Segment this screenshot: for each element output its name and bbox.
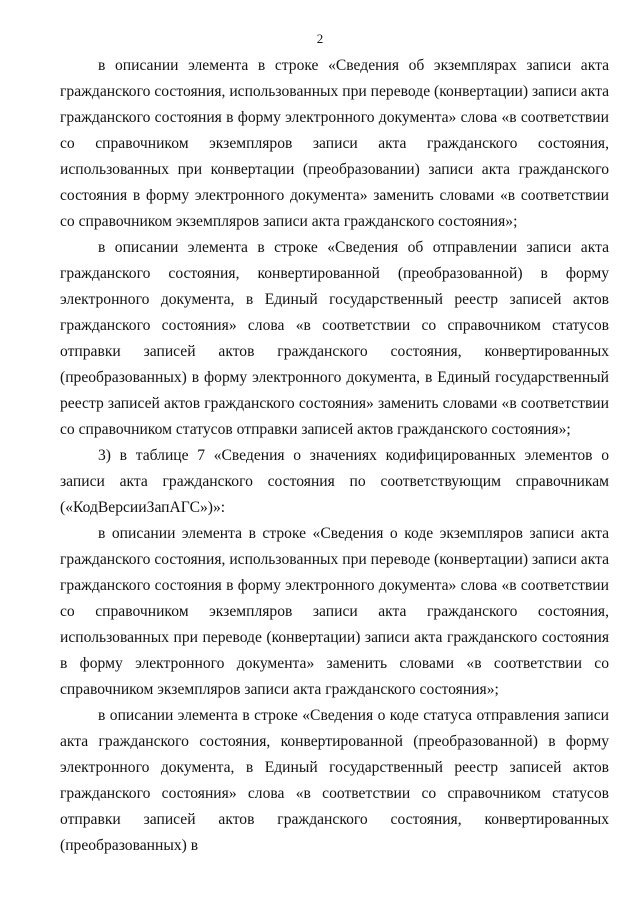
document-body [60, 53, 609, 859]
paragraph-status-code: в описании элемента в строке «Сведения о коде статуса отправления записи акта гражданского состояния, конвертированной (преобразованной) в форму электронного документа, в Единый государственный реестр записей актов гражданского состояния» слова «в соответствии со справочником статусов отправки записей актов гражданского состояния, конвертированных (преобразованных) в [60, 707, 609, 854]
page-number: 2 [316, 31, 324, 46]
paragraph-exemplars-code: в описании элемента в строке «Сведения о коде экземпляров записи акта гражданского состояния, использованных при переводе (конвертации) записи акта гражданского состояния в форму электронного документа» слова «в соответствии со справочником экземпляров записи акта гражданского состояния, использованных при переводе (конвертации) записи акта гражданского состояния в форму электронного документа» заменить словами «в соответствии со справочником экземпляров записи акта гражданского состояния»; [60, 525, 609, 698]
paragraph-sending-to-registry: в описании элемента в строке «Сведения об отправлении записи акта гражданского состояния, конвертированной (преобразованной) в форму электронного документа, в Единый государственный реестр записей актов гражданского состояния» слова «в соответствии со справочником статусов отправки записей актов гражданского состояния, конвертированных (преобразованных) в форму электронного документа, в Единый государственный реестр записей актов гражданского состояния» заменить словами «в соответствии со справочником статусов отправки записей актов гражданского состояния»; [60, 239, 609, 438]
paragraph-exemplars-conversion: в описании элемента в строке «Сведения об экземплярах записи акта гражданского состояния, использованных при переводе (конвертации) записи акта гражданского состояния в форму электронного документа» слова «в соответствии со справочником экземпляров записи акта гражданского состояния, использованных при конвертации (преобразовании) записи акта гражданского состояния в форму электронного документа» заменить словами «в соответствии со справочником экземпляров записи акта гражданского состояния»; [60, 57, 609, 230]
paragraph-table-7-heading: 3) в таблице 7 «Сведения о значениях кодифицированных элементов о записи акта гражданского состояния по соответствующим справочникам («КодВерсииЗапАГС»)»: [60, 447, 609, 516]
